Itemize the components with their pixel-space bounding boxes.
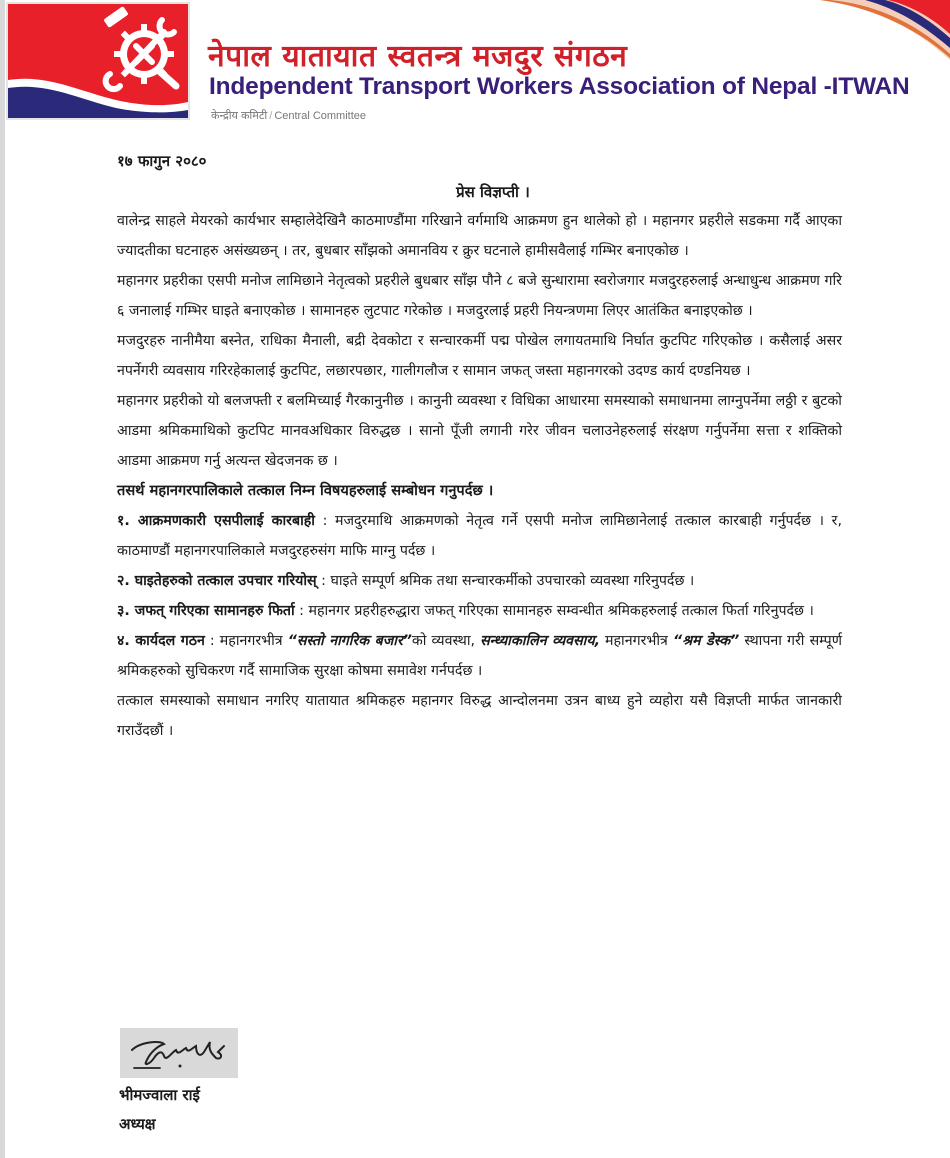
demand-text: महानगरभीत्र xyxy=(219,633,288,649)
paragraph: वालेन्द्र साहले मेयरको कार्यभार सम्हालेदेखिनै काठमाण्डौंमा गरिखाने वर्गमाथि आक्रमण हुन थालेको हो । महानगर प्रहरीले सडकमा गर्दै आएका ज्यादतीका घटनाहरु असंख्यछन् । तर, बुधबार साँझको अमानविय र क्रुर घटनाले हामीसवैलाई गम्भिर बनाएकोछ । xyxy=(117,213,842,259)
demand-text: मजदुरमाथि आक्रमणको नेतृत्व गर्ने एसपी मनोज लामिछानेलाई तत्काल कारबाही गर्नुपर्दछ । र, काठमाण्डौं महानगरपालिकाले मजदुरहरुसंग माफि माग्नु पर्दछ । xyxy=(117,513,842,559)
demand-title: २. घाइतेहरुको तत्काल उपचार गरियोस् xyxy=(117,573,317,589)
committee-separator: / xyxy=(269,110,273,122)
demand-title: ३. जफत् गरिएका सामानहरु फिर्ता xyxy=(117,603,295,619)
demand-text: महानगर प्रहरीहरुद्धारा जफत् गरिएका सामानहरु सम्वन्धीत श्रमिकहरुलाई तत्काल फिर्ता गरिनुपर्दछ । xyxy=(308,603,814,619)
demand-title: ४. कार्यदल गठन xyxy=(117,633,205,649)
signatory-designation: अध्यक्ष xyxy=(119,1115,156,1133)
demand-text: को व्यवस्था, xyxy=(411,633,481,649)
document-date: १७ फागुन २०८० xyxy=(117,152,207,170)
quoted-term: “श्रम डेस्क” xyxy=(672,633,740,649)
committee-label xyxy=(211,108,366,123)
paragraph: मजदुरहरु नानीमैया बस्नेत, राधिका मैनाली, बद्री देवकोटा र सन्चारकर्मी पद्म पोखेल लगायतमाथि निर्घात कुटपिट गरिएकोछ । कसैलाई असर नपर्नेगरी व्यवसाय गरिरहेकालाई कुटपिट, लछारपछार, गालीगलौज र सामान जफत् जस्ता महानगरको उदण्ड कार्य दण्डनियछ । xyxy=(117,333,842,379)
demand-separator: : xyxy=(316,573,331,589)
corner-swoosh-decoration xyxy=(650,0,950,70)
document-body xyxy=(117,206,842,746)
demand-separator: : xyxy=(314,513,336,529)
demand-text: घाइते सम्पूर्ण श्रमिक तथा सन्चारकर्मीको उपचारको व्यवस्था गरिनुपर्दछ । xyxy=(330,573,695,589)
org-name-english: Independent Transport Workers Association of Nepal -ITWAN xyxy=(209,73,910,100)
demand-item xyxy=(117,596,842,626)
demand-text: महानगरभीत्र xyxy=(599,633,673,649)
committee-nepali: केन्द्रीय कमिटी xyxy=(211,110,268,122)
demands-heading: तसर्थ महानगरपालिकाले तत्काल निम्न विषयहरुलाई सम्बोधन गनुपर्दछ । xyxy=(117,482,494,499)
demand-item xyxy=(117,566,842,596)
demand-item xyxy=(117,626,842,686)
demand-separator: : xyxy=(294,603,309,619)
page-edge xyxy=(0,0,5,1158)
committee-english: Central Committee xyxy=(274,110,367,122)
signature-image xyxy=(120,1028,238,1078)
demand-separator: : xyxy=(204,633,220,649)
paragraph: महानगर प्रहरीको यो बलजफ्ती र बलमिच्याई गैरकानुनीछ । कानुनी व्यवस्था र विधिका आधारमा समस्याको समाधानमा लाग्नुपर्नेमा लठ्ठी र बुटको आडमा श्रमिकमाथिको कुटपिट मानवअधिकार विरुद्धछ । सानो पूँजी लगानी गरेर जीवन चलाउनेहरुलाई संरक्षण गर्नुपर्नेमा सत्ता र शक्तिको आडमा आक्रमण गर्नु अत्यन्त खेदजनक छ । xyxy=(117,393,842,469)
org-name-nepali: नेपाल यातायात स्वतन्त्र मजदुर संगठन xyxy=(208,39,628,74)
letterhead xyxy=(0,0,950,130)
demand-item xyxy=(117,506,842,566)
document-title: प्रेस विज्ञप्ती । xyxy=(456,183,530,201)
paragraph: महानगर प्रहरीका एसपी मनोज लामिछाने नेतृत्वको प्रहरीले बुधबार साँझ पौने ८ बजे सुन्धारामा स्वरोजगार मजदुरहरुलाई अन्धाधुन्ध आक्रमण गरि ६ जनालाई गम्भिर घाइते बनाएकोछ । सामानहरु लुटपाट गरेकोछ । मजदुरलाई प्रहरी नियन्त्रणमा लिएर आतंकित बनाइएकोछ । xyxy=(117,273,842,319)
demand-text: स्थापना गरी सम्पूर्ण श्रमिकहरुको सुचिकरण गर्दै सामाजिक सुरक्षा कोषमा समावेश गर्नपर्दछ । xyxy=(117,633,842,679)
closing-paragraph: तत्काल समस्याको समाधान नगरिए यातायात श्रमिकहरु महानगर विरुद्ध आन्दोलनमा उत्रन बाध्य हुने व्यहोरा यसै विज्ञप्ती मार्फत जानकारी गराउँदछौं । xyxy=(117,693,842,739)
handwritten-signature-icon xyxy=(120,1028,238,1078)
quoted-term: “सस्तो नागरिक बजार” xyxy=(287,633,412,649)
demand-title: १. आक्रमणकारी एसपीलाई कारबाही xyxy=(117,513,315,529)
hammer-wrench-gear-logo-icon xyxy=(6,2,190,120)
signatory-name: भीमज्वाला राई xyxy=(119,1086,200,1104)
quoted-term: सन्ध्याकालिन व्यवसाय, xyxy=(480,633,600,649)
